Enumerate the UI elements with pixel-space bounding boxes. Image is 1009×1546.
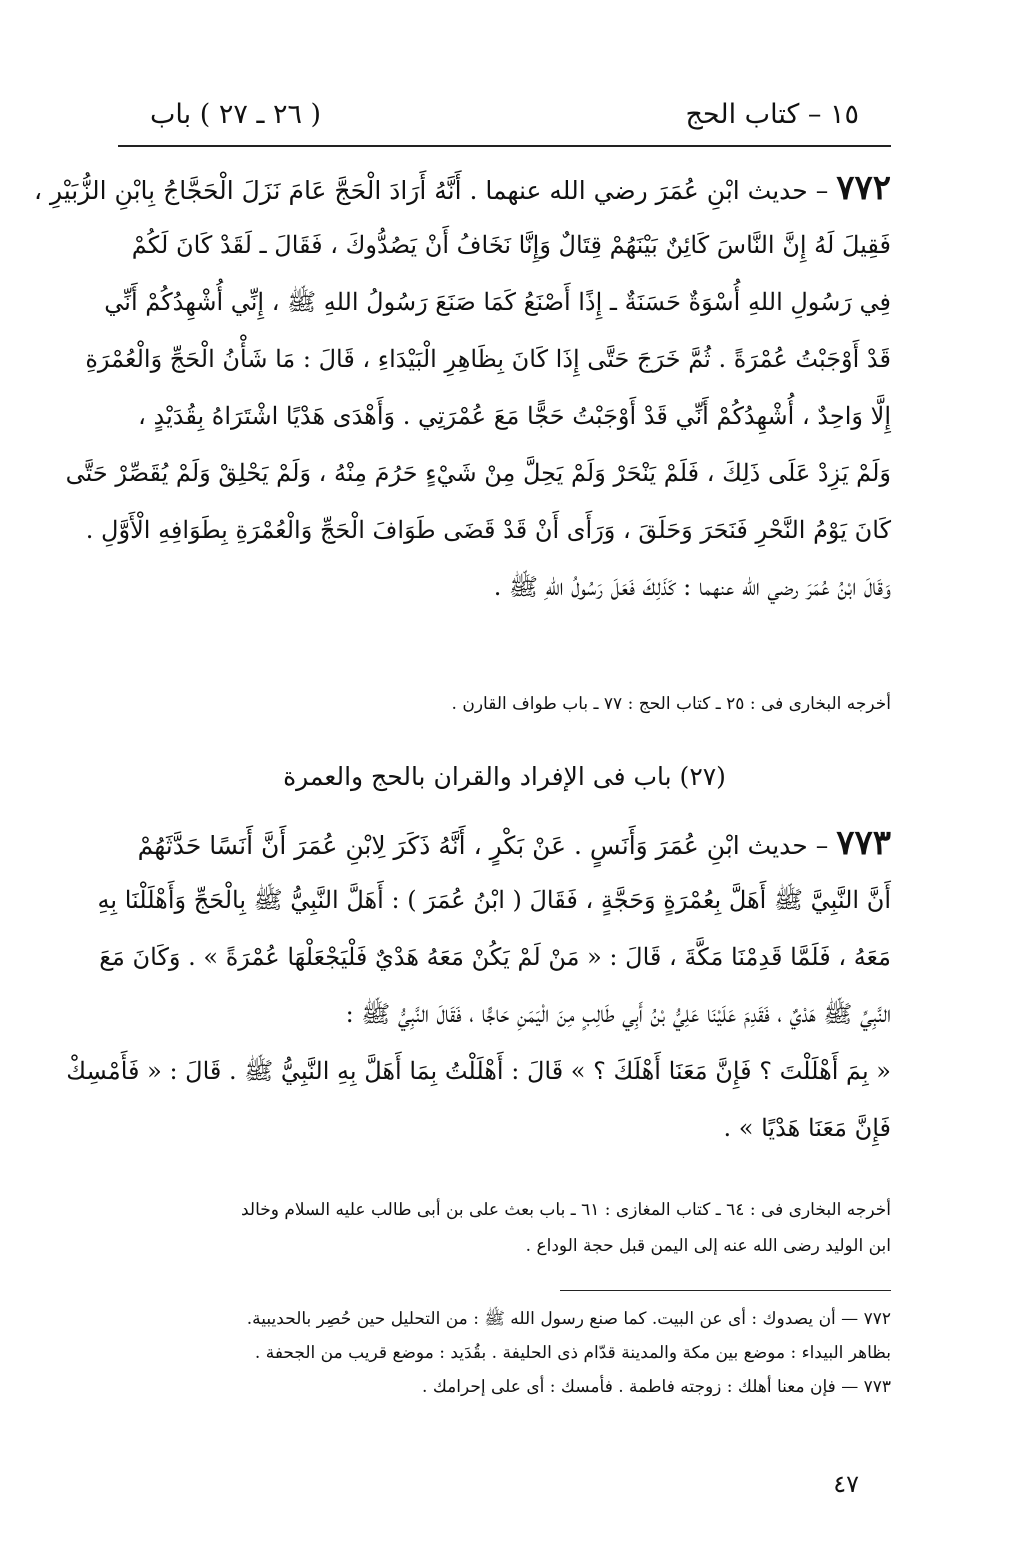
header-rule bbox=[118, 145, 891, 147]
footnote: بظاهر البيداء : موضع بين مكة والمدينة قدّام ذى الحليفة . بقُدَيد : موضع قريب من الجحفة . bbox=[254, 1343, 891, 1363]
hadith-line: كَانَ يَوْمُ النَّحْرِ فَنَحَرَ وَحَلَقَ ، وَرَأَى أَنْ قَدْ قَضَى طَوَافَ الْحَجِّ وَالْعُمْرَةِ بِطَوَافِهِ الْأَوَّلِ . bbox=[85, 516, 891, 544]
hadith-772 bbox=[33, 160, 891, 616]
hadith-line: فَقِيلَ لَهُ إِنَّ النَّاسَ كَائِنٌ بَيْنَهُمْ قِتَالٌ وَإِنَّا نَخَافُ أَنْ يَصُدُّوكَ ، فَقَالَ ـ لَقَدْ كَانَ لَكُمْ bbox=[131, 231, 891, 259]
hadith-line: وَقَالَ ابْنُ عُمَرَ رضي الله عنهما : كَذَلِكَ فَعَلَ رَسُولُ اللهِ ﷺ . bbox=[493, 573, 891, 601]
hadith-line: إِلَّا وَاحِدٌ ، أُشْهِدُكُمْ أَنِّي قَدْ أَوْجَبْتُ حَجًّا مَعَ عُمْرَتِي . وَأَهْدَى هَدْيًا اشْتَرَاهُ بِقُدَيْدٍ ، bbox=[138, 402, 891, 430]
hadith-line: فَإِنَّ مَعَنَا هَدْيًا » . bbox=[723, 1114, 891, 1142]
hadith-number: ٧٧٢ bbox=[836, 168, 891, 208]
footnote: ٧٧٣ — فإن معنا أهلك : زوجته فاطمة . فأمسك : أى على إحرامك . bbox=[422, 1377, 891, 1397]
footnotes bbox=[118, 1302, 891, 1404]
chapter-title: ١٥ – كتاب الحج bbox=[685, 98, 859, 130]
hadith-line: « بِمَ أَهْلَلْتَ ؟ فَإِنَّ مَعَنَا أَهْلَكَ ؟ » قَالَ : أَهْلَلْتُ بِمَا أَهَلَّ بِهِ النَّبِيُّ ﷺ . قَالَ : « فَأَمْسِكْ bbox=[66, 1057, 891, 1085]
section-title: (٢٧) باب فى الإفراد والقران بالحج والعمرة bbox=[283, 762, 726, 791]
hadith-773-source bbox=[118, 1192, 891, 1264]
hadith-line: وَلَمْ يَزِدْ عَلَى ذَلِكَ ، فَلَمْ يَنْحَرْ وَلَمْ يَحِلَّ مِنْ شَيْءٍ حَرُمَ مِنْهُ ، وَلَمْ يَحْلِقْ وَلَمْ يُقَصِّرْ حَتَّى bbox=[65, 459, 891, 487]
footnote: ٧٧٢ — أن يصدوك : أى عن البيت. كما صنع رسول الله ﷺ : من التحليل حين حُصِر بالحديبية. bbox=[246, 1309, 891, 1329]
hadith-line: قَدْ أَوْجَبْتُ عُمْرَةً . ثُمَّ خَرَجَ حَتَّى إِذَا كَانَ بِظَاهِرِ الْبَيْدَاءِ ، قَالَ : مَا شَأْنُ الْحَجِّ وَالْعُمْرَةِ bbox=[85, 345, 891, 373]
source-line: أخرجه البخارى فى : ٦٤ ـ كتاب المغازى : ٦١ ـ باب بعث على بن أبى طالب عليه السلام وخالد bbox=[240, 1200, 891, 1220]
hadith-line: ٧٧٢– حديث ابْنِ عُمَرَ رضي الله عنهما . أَنَّهُ أَرَادَ الْحَجَّ عَامَ نَزَلَ الْحَجَّاجُ بِابْنِ الزُّبَيْرِ ، bbox=[33, 168, 891, 208]
hadith-line: مَعَهُ ، فَلَمَّا قَدِمْنَا مَكَّةَ ، قَالَ : « مَنْ لَمْ يَكُنْ مَعَهُ هَدْيٌ فَلْيَجْعَلْهَا عُمْرَةً » . وَكَانَ مَعَ bbox=[99, 943, 891, 971]
chapter-range: ( ٢٦ ـ ٢٧ ) باب bbox=[150, 98, 322, 130]
hadith-773 bbox=[66, 815, 891, 1157]
hadith-line: النَّبِيِّ ﷺ هَدْيٌ ، فَقَدِمَ عَلَيْنَا عَلِيُّ بْنُ أَبِي طَالِبٍ مِنَ الْيَمَنِ حَاجًّا ، فَقَالَ النَّبِيُّ ﷺ : bbox=[345, 1000, 891, 1028]
page-number: ٤٧ bbox=[833, 1470, 859, 1498]
hadith-number: ٧٧٣ bbox=[836, 823, 891, 863]
source-line: ابن الوليد رضى الله عنه إلى اليمن قبل حجة الوداع . bbox=[525, 1236, 891, 1256]
hadith-line: أَنَّ النَّبِيَّ ﷺ أَهَلَّ بِعُمْرَةٍ وَحَجَّةٍ ، فَقَالَ ( ابْنُ عُمَرَ ) : أَهَلَّ النَّبِيُّ ﷺ بِالْحَجِّ وَأَهْلَلْنَا بِهِ bbox=[97, 886, 891, 914]
footnote-rule bbox=[560, 1290, 891, 1291]
running-header bbox=[150, 92, 859, 136]
hadith-772-source: أخرجه البخارى فى : ٢٥ ـ كتاب الحج : ٧٧ ـ باب طواف القارن . bbox=[451, 694, 891, 714]
hadith-line: فِي رَسُولِ اللهِ أُسْوَةٌ حَسَنَةٌ ـ إِذًا أَصْنَعُ كَمَا صَنَعَ رَسُولُ اللهِ ﷺ ، إِنِّي أُشْهِدُكُمْ أَنِّي bbox=[104, 288, 891, 316]
hadith-line: ٧٧٣– حديث ابْنِ عُمَرَ وَأَنَسٍ . عَنْ بَكْرٍ ، أَنَّهُ ذَكَرَ لِابْنِ عُمَرَ أَنَّ أَنَسًا حَدَّثَهُمْ bbox=[137, 823, 891, 863]
